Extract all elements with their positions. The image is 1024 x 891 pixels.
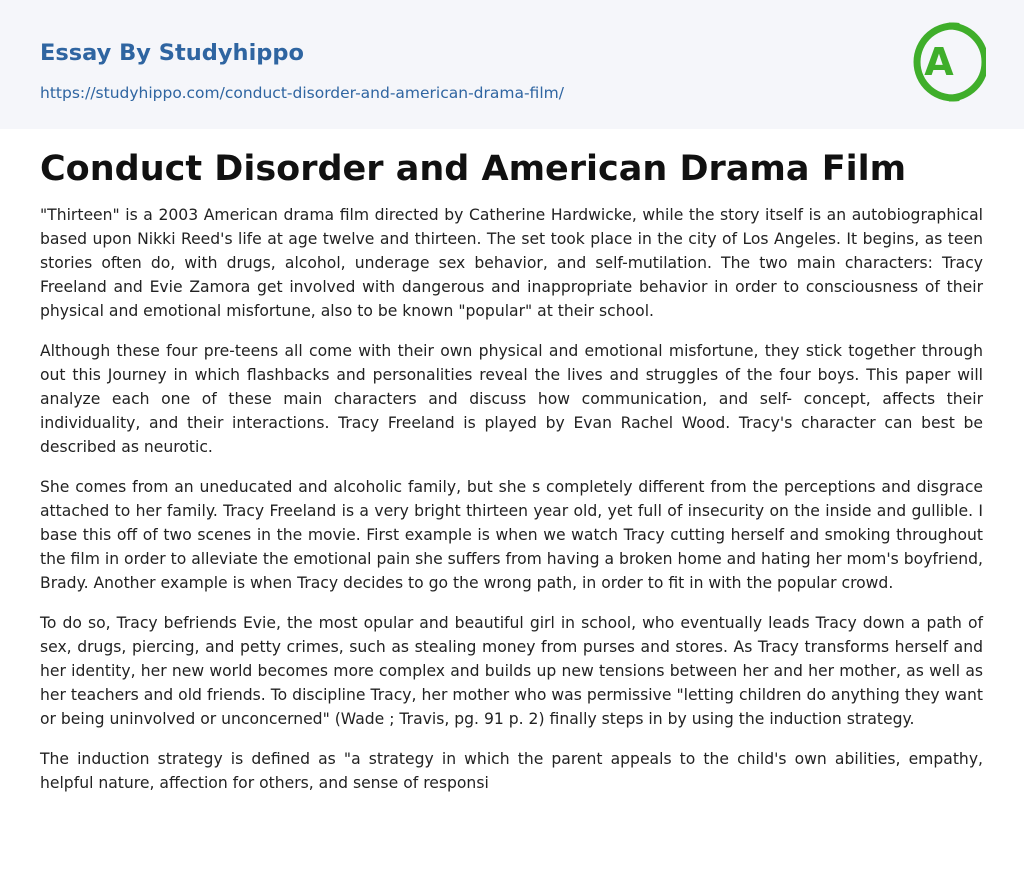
paragraph: Although these four pre-teens all come with their own physical and emotional misfortune, they stick together through out this Journey in which flashbacks and personalities reveal the lives and struggles of the four boys. This paper will analyze each one of these main characters and discuss how communication, and self- concept, affects their individuality, and their interactions. Tracy Freeland is played by Evan Rachel Wood. Tracy's character can best be described as neurotic. — [40, 342, 983, 456]
article — [40, 146, 983, 811]
source-url-link[interactable]: https://studyhippo.com/conduct-disorder-and-american-drama-film/ — [40, 84, 564, 102]
paragraph: "Thirteen" is a 2003 American drama film directed by Catherine Hardwicke, while the story itself is an autobiographical based upon Nikki Reed's life at age twelve and thirteen. The set took place in the city of Los Angeles. It begins, as teen stories often do, with drugs, alcohol, underage sex behavior, and self-mutilation. The two main characters: Tracy Freeland and Evie Zamora get involved with dangerous and inappropriate behavior in order to consciousness of their physical and emotional misfortune, also to be known "popular" at their school. — [40, 206, 983, 320]
logo-letter: A — [924, 40, 954, 84]
paragraph: She comes from an uneducated and alcoholic family, but she s completely different from the perceptions and disgrace attached to her family. Tracy Freeland is a very bright thirteen year old, yet full of insecurity on the inside and gullible. I base this off of two scenes in the movie. First example is when we watch Tracy cutting herself and smoking throughout the film in order to alleviate the emotional pain she suffers from having a broken home and hating her mom's boyfriend, Brady. Another example is when Tracy decides to go the wrong path, in order to fit in with the popular crowd. — [40, 478, 983, 592]
studyhippo-logo-icon[interactable] — [912, 19, 986, 105]
site-header — [0, 0, 1024, 129]
brand-title[interactable]: Essay By Studyhippo — [40, 40, 304, 66]
paragraph: The induction strategy is defined as "a strategy in which the parent appeals to the child's own abilities, empathy, helpful nature, affection for others, and sense of responsi — [40, 750, 983, 792]
page-title: Conduct Disorder and American Drama Film — [40, 149, 907, 189]
paragraph: To do so, Tracy befriends Evie, the most opular and beautiful girl in school, who eventually leads Tracy down a path of sex, drugs, piercing, and petty crimes, such as stealing money from purses and stores. As Tracy transforms herself and her identity, her new world becomes more complex and builds up new tensions between her and her mother, as well as her teachers and old friends. To discipline Tracy, her mother who was permissive "letting children do anything they want or being uninvolved or unconcerned" (Wade ; Travis, pg. 91 p. 2) finally steps in by using the induction strategy. — [40, 614, 983, 728]
